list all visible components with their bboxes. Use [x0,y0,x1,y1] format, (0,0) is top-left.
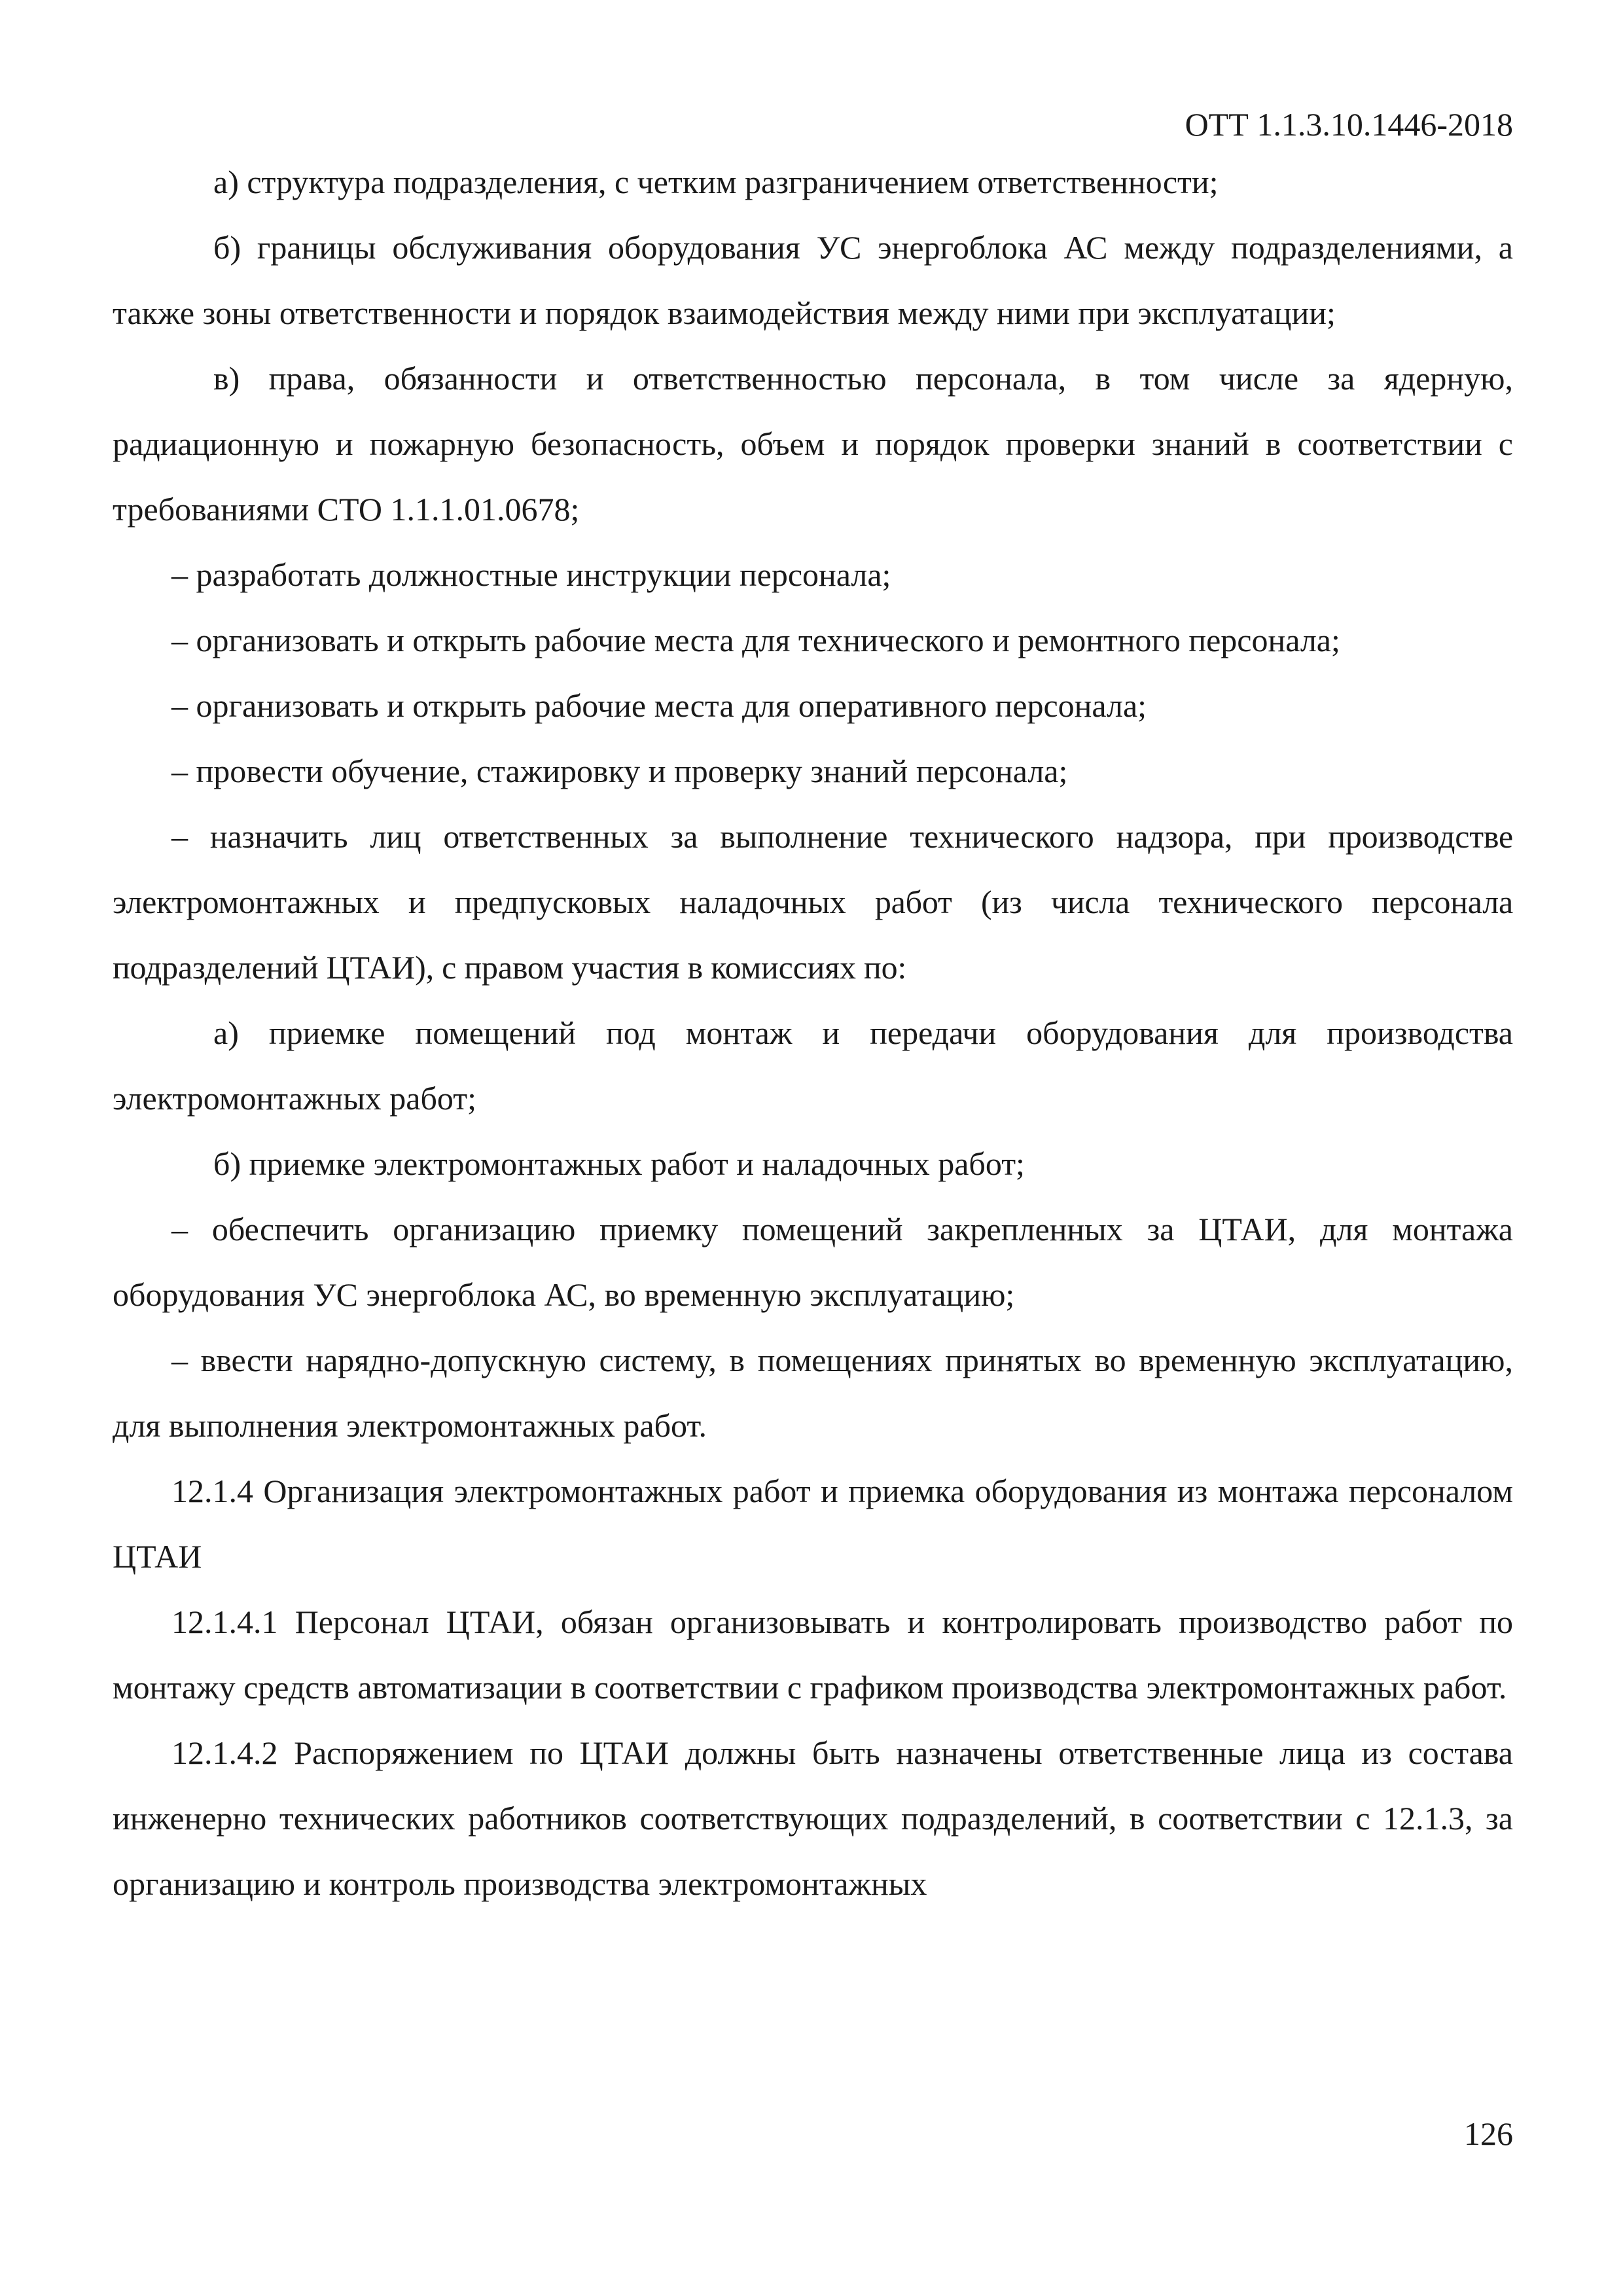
paragraph-dash-workplaces-operative: – организовать и открыть рабочие места для оперативного персонала; [171,687,1147,724]
section-heading-12-1-4: 12.1.4 Организация электромонтажных работ и приемка оборудования из монтажа персоналом ЦТАИ [113,1473,1513,1575]
paragraph-dash-room-acceptance: – обеспечить организацию приемку помещений закрепленных за ЦТАИ, для монтажа оборудования УС энергоблока АС, во временную эксплуатацию; [113,1211,1513,1313]
paragraph-dash-appoint-supervisors: – назначить лиц ответственных за выполнение технического надзора, при производстве электромонтажных и предпусковых наладочных работ (из числа технического персонала подразделений ЦТАИ), с правом участия в комиссиях по: [113,818,1513,986]
paragraph-item-b-acceptance-works: б) приемке электромонтажных работ и наладочных работ; [213,1145,1025,1182]
paragraph-dash-permit-system: – ввести нарядно-допускную систему, в помещениях принятых во временную эксплуатацию, для выполнения электромонтажных работ. [113,1342,1513,1444]
paragraph-item-a-acceptance-rooms: а) приемке помещений под монтаж и передачи оборудования для производства электромонтажных работ; [113,1014,1513,1117]
paragraph-12-1-4-1: 12.1.4.1 Персонал ЦТАИ, обязан организовывать и контролировать производство работ по монтажу средств автоматизации в соответствии с графиком производства электромонтажных работ. [113,1604,1513,1706]
paragraph-12-1-4-2: 12.1.4.2 Распоряжением по ЦТАИ должны быть назначены ответственные лица из состава инженерно технических работников соответствующих подразделений, в соответствии с 12.1.3, за организацию и контроль производства электромонтажных [113,1734,1513,1902]
paragraph-item-v-rights: в) права, обязанности и ответственностью персонала, в том числе за ядерную, радиационную и пожарную безопасность, объем и порядок проверки знаний в соответствии с требованиями СТО 1.1.1.01.0678; [113,360,1513,528]
paragraph-dash-training: – провести обучение, стажировку и проверку знаний персонала; [171,753,1068,789]
paragraph-dash-workplaces-tech: – организовать и открыть рабочие места для технического и ремонтного персонала; [171,622,1340,658]
paragraph-dash-job-instructions: – разработать должностные инструкции персонала; [171,556,891,593]
page-number: 126 [1464,2115,1513,2152]
document-code-header: ОТТ 1.1.3.10.1446-2018 [1185,106,1513,143]
paragraph-item-a-structure: а) структура подразделения, с четким разграничением ответственности; [213,164,1219,200]
paragraph-item-b-boundaries: б) границы обслуживания оборудования УС энергоблока АС между подразделениями, а также зоны ответственности и порядок взаимодействия между ними при эксплуатации; [113,229,1513,331]
document-body [113,149,1513,1916]
